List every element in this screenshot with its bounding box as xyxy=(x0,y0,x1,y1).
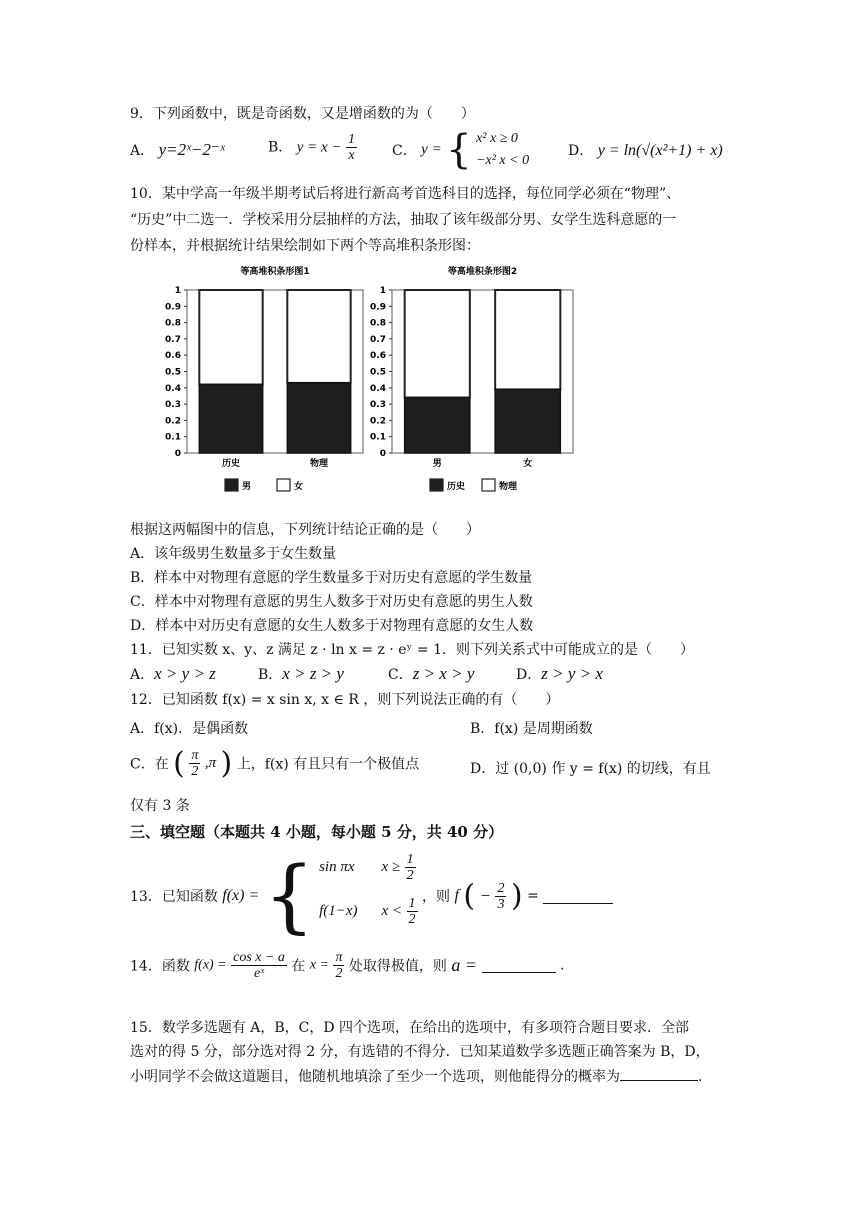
case-1: x² x ≥ 0 xyxy=(476,131,518,146)
answer-blank[interactable] xyxy=(543,889,613,904)
legend-label: 历史 xyxy=(447,482,466,492)
y-tick-label: 0.5 xyxy=(370,367,386,378)
equals-sign: = xyxy=(527,888,539,904)
question-15-line-2: 选对的得 5 分，部分选对得 2 分，有选错的不得分．已知某道数学多选题正确答案为 B，D， xyxy=(130,1044,710,1060)
fraction xyxy=(231,950,287,981)
piecewise-cases xyxy=(319,852,417,940)
interval-end: ,π xyxy=(204,755,217,771)
x-equals: x = xyxy=(309,957,330,973)
numerator: 2 xyxy=(497,880,505,896)
numerator: 1 xyxy=(408,896,416,911)
case-2-expr: f(1−x) xyxy=(319,903,358,919)
denominator: eˣ xyxy=(253,966,265,981)
stacked-bar-chart-2 xyxy=(360,258,585,498)
question-10-line-2: “历史”中二选一．学校采用分层抽样的方法，抽取了该年级部分男、女学生选科意愿的一 xyxy=(130,212,677,228)
question-11-stem: 11．已知实数 x、y、z 满足 z · ln x = z · eʸ = 1．则下列关系式中可能成立的是（ ） xyxy=(130,642,695,658)
bar-segment-女 xyxy=(287,290,350,383)
left-brace: { xyxy=(263,849,315,942)
y-tick-label: 0 xyxy=(174,449,181,459)
option-prefix: C．在 xyxy=(130,756,169,773)
x-category-label: 历史 xyxy=(221,459,241,469)
y-tick-label: 0.1 xyxy=(370,432,386,443)
y-tick-label: 0.3 xyxy=(165,400,181,411)
option-label: B． xyxy=(268,139,293,156)
fraction xyxy=(495,881,506,912)
denominator: 2 xyxy=(406,868,414,883)
option-tail: 上，f(x) 有且只有一个极值点 xyxy=(236,756,420,773)
option-expr: y = xyxy=(421,141,442,158)
x-category-label: 女 xyxy=(523,459,533,469)
section-3-heading: 三、填空题（本题共 4 小题，每小题 5 分，共 40 分） xyxy=(130,823,504,841)
option-expr: z > y > x xyxy=(541,664,603,683)
answer-blank[interactable] xyxy=(482,958,556,973)
x-category-label: 男 xyxy=(432,459,442,469)
fraction xyxy=(405,852,416,883)
y-tick-label: 0.5 xyxy=(165,367,181,378)
numerator: π xyxy=(191,748,199,763)
q11-option-d xyxy=(516,664,603,684)
eval-function: f xyxy=(454,887,459,904)
question-10-line-3: 份样本，并根据统计结果绘制如下两个等高堆积条形图： xyxy=(130,238,480,254)
fraction xyxy=(407,896,418,927)
q10-option-b: B．样本中对物理有意愿的学生数量多于对历史有意愿的学生数量 xyxy=(130,570,533,586)
case-2: −x² x < 0 xyxy=(476,153,530,168)
a-equals: a = xyxy=(451,955,478,975)
option-expr: y = ln(√(x²+1) + x) xyxy=(597,142,723,159)
q9-option-d xyxy=(568,140,723,160)
option-label: B． xyxy=(258,667,283,683)
legend-label: 男 xyxy=(242,482,252,492)
y-tick-label: 0 xyxy=(379,449,386,459)
y-tick-label: 0.8 xyxy=(370,318,386,329)
option-expr: y=2ˣ−2⁻ˣ xyxy=(158,140,225,159)
question-15-text: 小明同学不会做这道题目，他随机地填涂了至少一个选项，则他能得分的概率为 xyxy=(130,1069,620,1085)
period: . xyxy=(698,1069,703,1085)
denominator: 2 xyxy=(191,764,199,779)
option-expr: y = x − xyxy=(296,139,342,156)
q9-option-a xyxy=(130,140,225,160)
q12-option-d: D．过 (0,0) 作 y = f(x) 的切线，有且 xyxy=(470,761,711,777)
option-expr: z > x > y xyxy=(412,664,475,683)
legend-label: 女 xyxy=(294,482,304,492)
legend-label: 物理 xyxy=(499,482,518,492)
bar-segment-物理 xyxy=(495,290,560,389)
bar-segment-男 xyxy=(199,385,262,453)
question-14 xyxy=(130,950,564,981)
legend-swatch xyxy=(482,479,495,491)
case-1-condition: x ≥ xyxy=(381,859,401,875)
question-10-prompt: 根据这两幅图中的信息，下列统计结论正确的是（ ） xyxy=(130,522,480,538)
left-brace: { xyxy=(446,127,472,173)
numerator: π xyxy=(335,950,343,965)
piecewise-cases xyxy=(476,128,529,172)
fraction xyxy=(346,132,357,163)
function-lhs: f(x) = xyxy=(194,957,227,973)
denominator: 3 xyxy=(497,896,505,912)
y-tick-label: 0.6 xyxy=(370,351,386,362)
stacked-bar-chart-1 xyxy=(155,258,375,498)
denominator: x xyxy=(348,148,355,163)
question-14-mid: 在 xyxy=(291,958,306,975)
bar-segment-历史 xyxy=(405,398,470,453)
q10-option-d: D．样本中对历史有意愿的女生人数多于对物理有意愿的女生人数 xyxy=(130,618,534,634)
eval-sign: − xyxy=(479,886,491,905)
fraction xyxy=(189,748,200,779)
q12-option-d-continued: 仅有 3 条 xyxy=(130,798,190,814)
option-label: A． xyxy=(130,143,155,159)
y-tick-label: 0.4 xyxy=(165,383,181,394)
chart-title: 等高堆积条形图1 xyxy=(240,267,310,277)
legend-swatch xyxy=(430,479,443,491)
y-tick-label: 0.8 xyxy=(165,318,181,329)
question-12-stem: 12．已知函数 f(x) = x sin x, x ∈ R ，则下列说法正确的有（ ） xyxy=(130,692,560,708)
question-15-line-1: 15．数学多选题有 A，B，C，D 四个选项，在给出的选项中，有多项符合题目要求．全部 xyxy=(130,1020,690,1036)
denominator: 2 xyxy=(335,966,343,981)
bar-segment-物理 xyxy=(405,290,470,398)
y-tick-label: 0.9 xyxy=(165,302,181,313)
option-expr: x > z > y xyxy=(282,664,344,683)
q9-option-c xyxy=(392,128,529,172)
question-13-mid: ，则 xyxy=(421,889,450,905)
option-label: D． xyxy=(568,143,594,159)
bar-segment-历史 xyxy=(495,389,560,453)
numerator: 1 xyxy=(406,852,414,867)
legend-swatch xyxy=(225,479,238,491)
y-tick-label: 0.3 xyxy=(370,400,386,411)
y-tick-label: 0.7 xyxy=(165,334,181,345)
q12-option-b: B．f(x) 是周期函数 xyxy=(470,721,593,737)
y-tick-label: 0.6 xyxy=(165,351,181,362)
option-expr: x > y > z xyxy=(154,664,216,683)
bar-segment-女 xyxy=(199,290,262,385)
question-14-post: 处取得极值，则 xyxy=(348,958,447,975)
chart-title: 等高堆积条形图2 xyxy=(447,267,518,277)
question-15-line-3 xyxy=(130,1066,702,1087)
option-label: C． xyxy=(392,143,417,159)
fraction xyxy=(333,950,344,981)
case-row-2 xyxy=(319,896,417,940)
q9-option-b xyxy=(268,132,357,163)
denominator: 2 xyxy=(408,912,416,927)
right-paren: ) xyxy=(220,746,233,781)
q12-option-c xyxy=(130,746,419,781)
numerator: cos x − a xyxy=(233,950,285,965)
y-tick-label: 0.4 xyxy=(370,383,386,394)
x-category-label: 物理 xyxy=(309,459,329,469)
option-label: A． xyxy=(130,667,155,683)
q11-option-a xyxy=(130,664,216,684)
left-paren: ( xyxy=(463,878,476,914)
y-tick-label: 1 xyxy=(174,286,181,296)
question-14-prefix: 14．函数 xyxy=(130,958,190,975)
q11-option-b xyxy=(258,664,344,684)
question-10-line-1: 10．某中学高一年级半期考试后将进行新高考首选科目的选择，每位同学必须在“物理”、 xyxy=(130,186,681,202)
q10-option-a: A．该年级男生数量多于女生数量 xyxy=(130,546,337,562)
bar-segment-男 xyxy=(287,383,350,453)
period: . xyxy=(559,957,565,974)
y-tick-label: 0.9 xyxy=(370,302,386,313)
question-9-stem: 9．下列函数中，既是奇函数，又是增函数的为（ ） xyxy=(130,106,475,122)
y-tick-label: 0.2 xyxy=(165,416,181,427)
q10-option-c: C．样本中对物理有意愿的男生人数多于对历史有意愿的男生人数 xyxy=(130,594,533,610)
left-paren: ( xyxy=(173,746,185,781)
q11-option-c xyxy=(388,664,474,684)
question-13-prefix: 13．已知函数 xyxy=(130,889,218,905)
right-paren: ) xyxy=(510,878,523,914)
y-tick-label: 0.7 xyxy=(370,334,386,345)
option-label: C． xyxy=(388,667,413,683)
answer-blank[interactable] xyxy=(620,1066,698,1081)
legend-swatch xyxy=(277,479,290,491)
q12-option-a: A．f(x)．是偶函数 xyxy=(130,721,249,737)
case-1-expr: sin πx xyxy=(319,859,355,875)
y-tick-label: 0.1 xyxy=(165,432,181,443)
numerator: 1 xyxy=(348,132,356,147)
case-row-1 xyxy=(319,852,417,896)
option-label: D． xyxy=(516,667,542,683)
y-tick-label: 1 xyxy=(379,286,386,296)
y-tick-label: 0.2 xyxy=(370,416,386,427)
question-13 xyxy=(130,849,613,942)
case-2-condition: x < xyxy=(381,903,403,919)
function-lhs: f(x) = xyxy=(222,887,260,904)
